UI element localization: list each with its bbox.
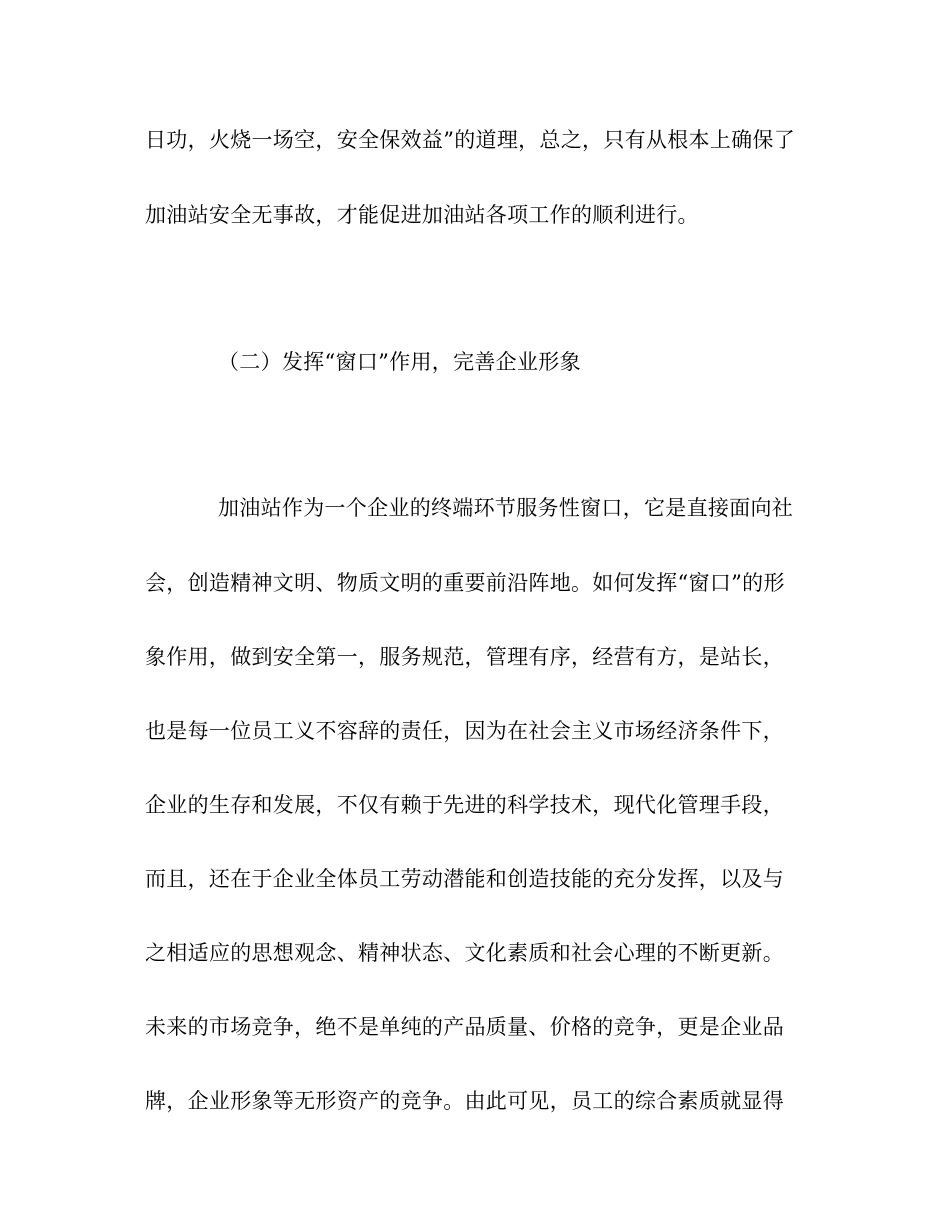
section-heading: （二）发挥“窗口”作用，完善企业形象: [218, 350, 581, 374]
paragraph-line: 象作用，做到安全第一，服务规范，管理有序，经营有方，是站长，: [145, 645, 784, 669]
paragraph-line: 而且，还在于企业全体员工劳动潜能和创造技能的充分发挥，以及与: [145, 867, 784, 891]
paragraph-line: 日功，火烧一场空，安全保效益”的道理，总之，只有从根本上确保了: [145, 128, 796, 152]
paragraph-line: 未来的市场竞争，绝不是单纯的产品质量、价格的竞争，更是企业品: [145, 1015, 784, 1039]
paragraph-line: 牌，企业形象等无形资产的竞争。由此可见，员工的综合素质就显得: [145, 1089, 784, 1113]
paragraph-line: 会，创造精神文明、物质文明的重要前沿阵地。如何发挥“窗口”的形: [145, 571, 785, 595]
paragraph-line: 加油站作为一个企业的终端环节服务性窗口，它是直接面向社: [218, 496, 794, 520]
paragraph-line: 也是每一位员工义不容辞的责任，因为在社会主义市场经济条件下，: [145, 719, 784, 743]
paragraph-line: 加油站安全无事故，才能促进加油站各项工作的顺利进行。: [145, 203, 699, 227]
paragraph-line: 之相适应的思想观念、精神状态、文化素质和社会心理的不断更新。: [145, 941, 784, 965]
paragraph-line: 企业的生存和发展，不仅有赖于先进的科学技术，现代化管理手段，: [145, 793, 784, 817]
